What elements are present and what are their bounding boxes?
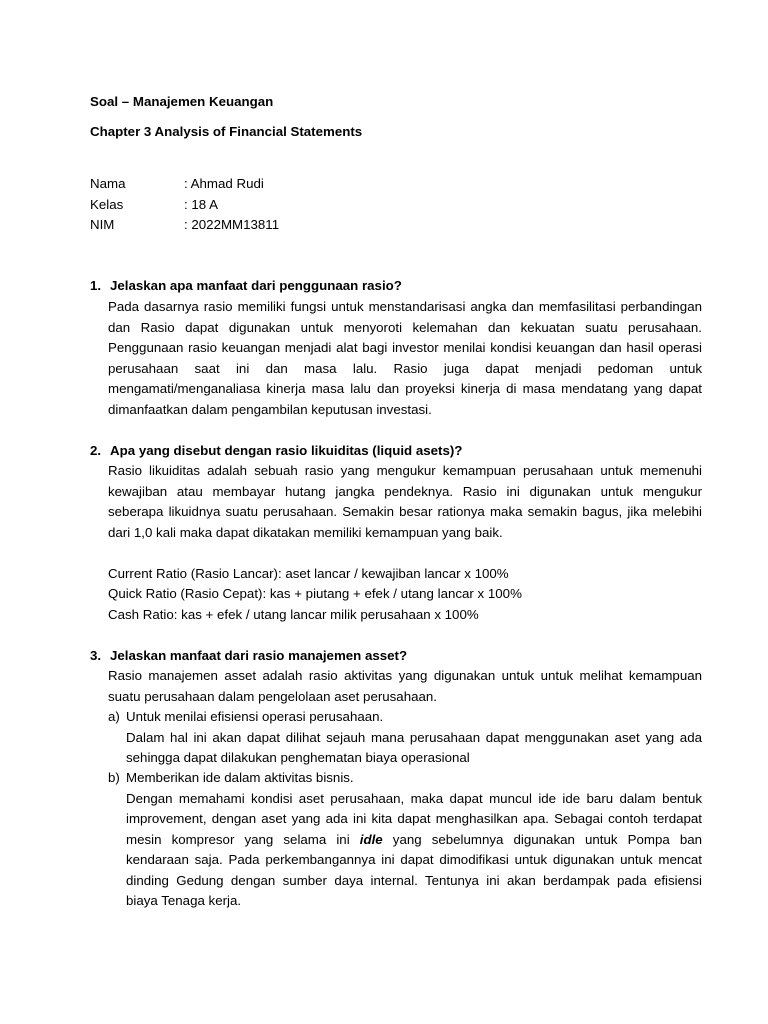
question-3-text: Jelaskan manfaat dari rasio manajemen asset? <box>110 648 408 663</box>
question-1-number: 1. <box>90 278 102 293</box>
point-a <box>108 707 383 728</box>
answer-1-line: Penggunaan rasio keuangan menjadi alat bagi investor menilai kondisi keuangan dan hasil operasi <box>108 340 702 355</box>
kelas-value: : 18 A <box>184 197 219 212</box>
nim-value: : 2022MM13811 <box>184 217 280 232</box>
nama-label: Nama <box>90 176 126 191</box>
question-2-number: 2. <box>90 443 102 458</box>
point-b-line: Dengan memahami kondisi aset perusahaan, maka dapat muncul ide ide baru dalam bentuk <box>126 791 702 806</box>
point-a-line: Dalam hal ini akan dapat dilihat sejauh mana perusahaan dapat menggunakan aset yang ada <box>126 730 702 745</box>
identity-kelas-row <box>90 195 218 216</box>
point-a-marker: a) <box>108 709 120 724</box>
point-b-marker: b) <box>108 770 120 785</box>
point-b-title: Memberikan ide dalam aktivitas bisnis. <box>126 770 354 785</box>
identity-nama-row <box>90 174 264 195</box>
question-3-number: 3. <box>90 648 102 663</box>
point-b-line-with-idle <box>126 830 702 851</box>
identity-nim-row <box>90 215 279 236</box>
current-ratio-formula: Current Ratio (Rasio Lancar): aset lancar / kewajiban lancar x 100% <box>108 566 509 581</box>
point-b-line: biaya Tenaga kerja. <box>126 893 242 908</box>
idle-emphasis: idle <box>359 832 383 847</box>
answer-2-line: seberapa likuidnya suatu perusahaan. Semakin besar rationya maka semakin bagus, jika melebihi <box>108 504 702 519</box>
answer-2-line: dari 1,0 kali maka dapat dikatakan memiliki kemampuan yang baik. <box>108 525 503 540</box>
nim-label: NIM <box>90 217 115 232</box>
question-2-text: Apa yang disebut dengan rasio likuiditas (liquid asets)? <box>110 443 463 458</box>
answer-3-intro-line: suatu perusahaan dalam pengelolaan aset perusahaan. <box>108 689 437 704</box>
point-a-line: sehingga dapat dilakukan penghematan biaya operasional <box>126 750 470 765</box>
cash-ratio-formula: Cash Ratio: kas + efek / utang lancar milik perusahaan x 100% <box>108 607 479 622</box>
answer-1-line: mengamati/menganaliasa kinerja masa lalu dan proyeksi kinerja di masa mendatang yang dapat <box>108 381 702 396</box>
point-b-line: kendaraan saja. Pada perkembangannya ini dapat dimodifikasi untuk digunakan untuk mencat <box>126 852 702 867</box>
point-b-line: improvement, dengan aset yang ada ini kita dapat menghasilkan apa. Sebagai contoh terdapat <box>126 811 702 826</box>
point-b-line: dinding Gedung dengan sumber daya internal. Tentunya ini akan berdampak pada efisiensi <box>126 873 702 888</box>
kelas-label: Kelas <box>90 197 124 212</box>
point-b-line3-start: mesin kompresor yang selama ini <box>126 832 350 847</box>
answer-1-line: Pada dasarnya rasio memiliki fungsi untuk menstandarisasi angka dan memfasilitasi perbandingan <box>108 299 702 314</box>
nama-value: : Ahmad Rudi <box>184 176 264 191</box>
chapter-title: Chapter 3 Analysis of Financial Statements <box>90 124 363 139</box>
answer-1-line: perusahaan saat ini dan masa lalu. Rasio juga dapat menjadi pedoman untuk <box>108 361 702 376</box>
question-1 <box>90 276 402 297</box>
answer-2-line: kewajiban atau membayar hutang jangka pendeknya. Rasio ini digunakan untuk mengukur <box>108 484 702 499</box>
answer-3-intro-line: Rasio manajemen asset adalah rasio aktivitas yang digunakan untuk untuk melihat kemampuan <box>108 668 702 683</box>
point-b <box>108 768 354 789</box>
document-title: Soal – Manajemen Keuangan <box>90 94 274 109</box>
quick-ratio-formula: Quick Ratio (Rasio Cepat): kas + piutang + efek / utang lancar x 100% <box>108 586 522 601</box>
question-3 <box>90 646 407 667</box>
point-b-line3-end: yang sebelumnya digunakan untuk Pompa ban <box>392 832 703 847</box>
question-1-text: Jelaskan apa manfaat dari penggunaan rasio? <box>110 278 402 293</box>
answer-1-line: dimanfaatkan dalam pengambilan keputusan investasi. <box>108 402 432 417</box>
answer-2-line: Rasio likuiditas adalah sebuah rasio yang mengukur kemampuan perusahaan untuk memenuhi <box>108 463 702 478</box>
answer-1-line: dan Rasio dapat digunakan untuk menyoroti kelemahan dan kekuatan suatu perusahaan. <box>108 320 702 335</box>
question-2 <box>90 441 462 462</box>
point-a-title: Untuk menilai efisiensi operasi perusahaan. <box>126 709 384 724</box>
